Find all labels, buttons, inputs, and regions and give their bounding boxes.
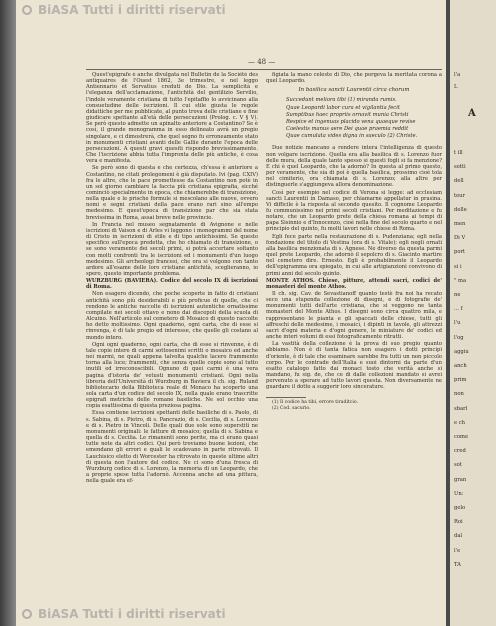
adjacent-page-fragment: si i xyxy=(454,263,462,270)
verse-line: Respice et ingenuas placido vena quaeque revise xyxy=(286,118,416,125)
adjacent-page-fragment: dell xyxy=(454,178,464,185)
adjacent-page-fragment: Un: xyxy=(454,490,464,497)
paragraph: Non esagero dicendo, che poche scoperte in fatto di cristiani antichità sono più desiderabili e più proficue di quelle, che ci rendono le antiche raccolte di iscrizioni autentiche ornatissime compilate nei secoli ottavo e nono dai discepoli della scuola di Alcuino. Nell'articolo sul cemetero di Mosaico di questo raccolte ho detto moltissimo. Ogni quaderno, ogni carta, che di esse si rinvenga, è di tale pregio ed interesse, che quelle gli costano al mondo intero. xyxy=(86,291,258,341)
adjacent-page-fragment: " ma xyxy=(454,277,467,284)
paragraph: Ogni ogni quaderno, ogni carta, che di esse si rinvenne, è di tale copie intere di carmi sottosenimi scritti o mosaico ed anche nei marmi, ne quali appena talvolta qualche lacero frammento torna alla luce; frammenti, che senza quelle copie sono al tutto inutili ed irreconoscibili. Ognuno di quei carmi è una vera pagina d'istoria de' vetusti monumenti cristiani. Ogni nella libreria dell'Università di Wurzburg in Baviera il ch. sig. Ruland bibliotecario della Biblioteca reale di Monaco ha scoperto una sola carta d'un codice del secolo IX, nella quale erano trascritte epigrafi metriche delle romane basiliche. Ne sol occhio una copia esattissima di questa preziosa pagina. xyxy=(86,341,258,410)
verse-line: Quae Leopardi labor cura et vigilantia fecit xyxy=(286,104,400,111)
adjacent-page-fragment: Di V xyxy=(454,235,466,242)
watermark-bottom xyxy=(0,606,496,622)
adjacent-page-fragment: delle xyxy=(454,206,467,213)
verse-line: Succedunt meliora tibi (1) miranda rumis. xyxy=(286,97,397,104)
paragraph: In Francia nel museo segnatamente di Avignone e nelle iscrizioni di Vaison e di Arles vi leggono i monogrammi del nome di Cristo in iscrizioni di stile e di tipo antichissimi. Se questo specifico sull'epoca predetta, che ho chiamato di transizione, o se sono veramente dei secoli primi, si potrà accertare soltanto con molti confronti tra le iscrizioni ed i monumenti d'un luogo medesimo. Gli archeologi francesi, che ora si volgono con tanto ardore all'esame delle loro cristiane antichità, sceglieranno, io spero, questo importante problema. xyxy=(86,221,258,277)
adjacent-page-fragment: l'og xyxy=(454,334,464,341)
adjacent-page-fragment: L xyxy=(454,84,458,90)
adjacent-page-fragment: ... f xyxy=(454,306,463,313)
adjacent-page-fragment: men xyxy=(454,221,466,227)
paragraph: Quest'epigrafe è anche divulgata nel Bulletin de la Société des antiquaires de l'Ouest 1862, 3e trimestre, e nel leggo Antiennario et Servatius creduti de Dio. La semplicità e l'eleganza dell'acclamazione, l'antichità del gentilizio Servilio, l'indole veramente cristiana di tutto l'epitaffio lo avvicinano alla consuetudine delle iscrizioni. Il cui stile giusta le regole didattiche per me pubblicate, al punto trova delle cristiane e fine giudicare spettante all'età delle persecuzioni (Prolog. c. V § V). Se però questo admette un apinalto anteriore a Costantino? Se è così, il grande monogramma in esso delineato avrà un pregio singolare, e ci dimostrerà, che quel segno fu erroneamente stato in monumenti cristiani avanti delle Gallie durante l'epoca delle persecuzioni. A questi gravi quesiti rispondo brevissimamente. Che l'iscrizione abbia tutta l'impronta delle più antiche, è cosa vera e manifesta. xyxy=(86,72,258,165)
adjacent-page-fragment: ne xyxy=(454,292,461,298)
text-column-right xyxy=(266,72,442,592)
watermark-text: BiASA Tutti i diritti riservati xyxy=(38,3,226,17)
verse-line: Caelestis manus aere Dei quae praemia reddit xyxy=(286,126,409,133)
adjacent-page-fragment: come xyxy=(454,434,469,440)
footnote-rule xyxy=(266,397,306,398)
verse-line: Sumptibus haec propriis ornavit munia Christi xyxy=(286,111,409,118)
watermark-logo-icon xyxy=(22,609,32,619)
adjacent-page-fragment: sbarl xyxy=(454,405,468,412)
adjacent-page-fragment: teur xyxy=(454,192,465,199)
verse-line: Quae cumulata vides digna in saeculo (2) Christe. xyxy=(286,133,418,140)
page-right-edge xyxy=(450,0,496,626)
paragraph: Due notizie mancano a rendere intera l'intelligenza di questo non volgare iscrizione. Quella era alla basilica di s. Lorenzo fuor delle mura, della quale tanto spesso si questi fogli si fa menzione? E chi è quel Leopardo, che la adornò? In questa al primo questo, per veramente, che sia di poi è quella basilica, prossimo cioè tola nel cimiterio, ora chiamata di s. Lorenzo; alla altre per distinguerle s'aggiungeva allora denominazione. xyxy=(266,145,442,189)
adjacent-page-fragment: non xyxy=(454,391,464,398)
inscription-caption: In basilica sancti Laurentii circa chorum xyxy=(298,87,410,94)
adjacent-page-fragment: l'e xyxy=(454,547,461,554)
adjacent-page-fragment: cred xyxy=(454,448,466,455)
adjacent-page-fragment: anch xyxy=(454,363,467,369)
adjacent-page-fragment: Roi xyxy=(454,519,463,526)
adjacent-page-fragment: gran xyxy=(454,476,467,483)
paragraph: Così per esempio nel codice di Verona si legge: ad ecclesiam sancti Laurentii in Damaso, per chiamarne appellatur in prasina. Vi difficile è la risposta al secondo quesito. Il cognome Leopardo fu communissimo nei primi secoli cristiani. Per meditazione e fu notare, che un Leopardo prete della chiesa romana ai tempi di papa Sisinnio e d'Innocenzo, cioè nella fine del secolo quarto e nel principio del quinto, fu molti lavori nelle chiese di Roma. xyxy=(266,189,442,233)
watermark-text: BiASA Tutti i diritti riservati xyxy=(38,607,226,621)
adjacent-page-fragment: l'a xyxy=(454,72,461,78)
text-column-left xyxy=(86,72,258,592)
footnote: (2) Cod. sacurio. xyxy=(272,405,311,411)
adjacent-page-fragment: TA xyxy=(454,561,461,568)
adjacent-page-fragment: port xyxy=(454,249,466,256)
verse-block xyxy=(266,97,442,139)
adjacent-page-fragment: sot xyxy=(454,462,462,469)
book-spine xyxy=(0,0,16,626)
paragraph: Se però sono di questa e che certezza, ch'essa è anteriore a Costantino, ne citati prolegomeni è già disputato. Ivi (pag. CXIV) fra le altre, che le pace promettesse da Costantino non potè in un sol giorno cambiare la faccia più cristiana epigrafia, sicché cominciò specialmente in epoca, che chiamerebbe di transizione, nella quale e le prische formule si mescolano alle nuove, ovvero nomi e segni cristiani della pace erano rari sino all'empo medesimo. E quest'epoca di transizione par che sia stata brevissima in Roma, assai breve nelle provincie. xyxy=(86,165,258,221)
section-heading: WURZBURG (BAVIERA). Codice del secolo IX di iscrizioni di Roma. xyxy=(86,278,258,291)
adjacent-page-fragment: l'u xyxy=(454,320,461,327)
watermark-logo-icon xyxy=(22,5,32,15)
paragraph: La vastità della collezione è la prova di suo pregio quanto abbiamo. Non è di tanta fatica non esagero i dotti principi d'oriente, è di tale che esaminare sarebbe fra tutti un non piccolo corpo. Per le contrade dell'Italia e suoi dintorni da parte d'un esatto catalogo fatto dai monaci tosto che verità anche si mandano, fu sig. de, che ce di dalle collezioni mandato si avrei pervenuto a sperare ad tutto lavori questa. Non diversamente ne guardare il dotto a suggerir loro sincerature. xyxy=(266,341,442,391)
header-rule xyxy=(86,69,442,70)
paragraph: Essa contiene iscrizioni spettanti delle basiliche di s. Paolo, di s. Sabina, di s. Pietro, di s. Pancrazio, di s. Cecilia, di s. Lorenzo e di s. Pietro in Vincoli. Delle quali due sole sono superstiti ne monumenti originali: le fatture di mosaico; quella di s. Sabina e quella di s. Cecilia. Le rimanenti sono perite, ma ci erano quasi tutte note da altri codici. Qui però troviamo buone lezioni, che emendano gli errori e quali le scadevano in parte ritrovati. Il Lauchisico eletto di Worcester ha ritrovato in queste ultime altri di questa non l'autore del codice. Ne ci sono d'una fresca di Wurzburg codice di s. Lorenzo, la memoria di un Leopardo, che a proprie spese tutta l'adornò. Accenna anche ad una pittura, nella quale era ef- xyxy=(86,410,258,485)
footnote: (1) Il codice ha tibi, errore tiraditcio. xyxy=(272,399,358,405)
section-heading: MONTE ATHOS. Chiese, pitture, attendi sacri, codici de' monasteri del monte Athos. xyxy=(266,277,442,290)
paragraph: figiata la mano celeste di Dio, che porgeva la meritata corona a quel Leopardo. xyxy=(266,72,442,85)
page-number: — 48 — xyxy=(248,58,276,66)
adjacent-page-fragment: sotti xyxy=(454,164,466,171)
adjacent-page-fragment: e ch xyxy=(454,419,465,426)
adjacent-page-fragment: A xyxy=(468,108,476,119)
adjacent-page-fragment: gelo xyxy=(454,505,466,511)
paragraph: Il ch. sig. Cav. de Sevastianoff quanto testè fra noi ha recato seco una stupenda collezione di disegni, e di fotografie de' monumenti tutti dell'arte cristiana, che si veggono ne tanta monasteri del Monte Athos. I disegni sono circa quattro mila, e rappresentano le pianta e gli spaccati delle chiese, tutti gli affreschi delle medesime, i mosaici, i dipinti in tavole, gli attrezzi sacri d'ogni materia e d'ogni genere, le miniature de' codici ed anche interi volumi di essi fotograficamente ritratti. xyxy=(266,291,442,341)
watermark-top xyxy=(0,2,496,18)
adjacent-page-fragment: t ill xyxy=(454,150,463,156)
adjacent-page-fragment: prim xyxy=(454,377,467,384)
adjacent-page-fragment: aggiu xyxy=(454,348,469,355)
paragraph: Egli fece parte nella restaurazione di s. Pudenziana; egli nella fondazione del titolo di Vestina (ora di s. Vitale); egli negli ornati alla basilica menzionata di s. Agnese. Ne diverso da questa parmi quel prete Leopardo, che adornò il sepolcro di s. Giacinto martire nel cemetero dire. Ernesto. Egli è probabilmente il Leopardo dell'epigramma ora spiegato, in cui alle artigianzioni convivono di primi anni del secolo quinto. xyxy=(266,233,442,277)
adjacent-page-fragment: dal xyxy=(454,533,463,540)
